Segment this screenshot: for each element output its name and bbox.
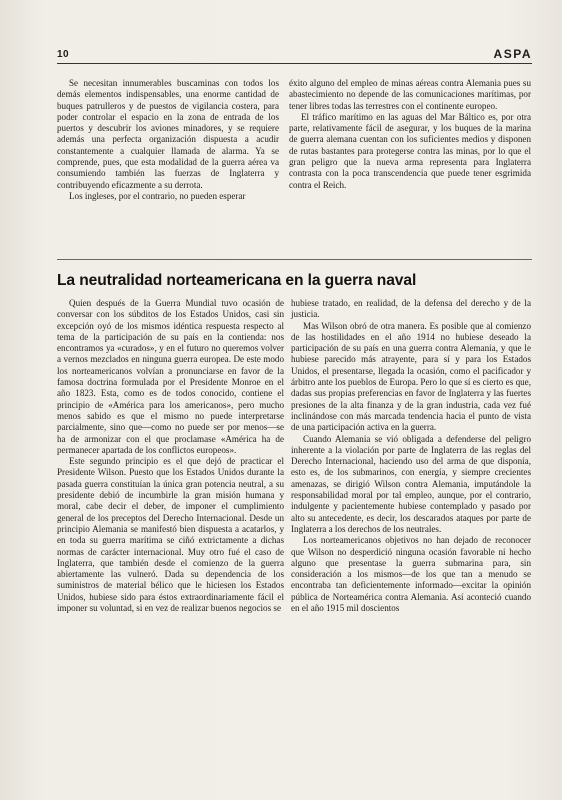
paragraph: éxito alguno del empleo de minas aéreas contra Alemania pues su abastecimiento no depende de las comunicaciones marítimas, por tener libres todas las terrestres con el continente europeo. xyxy=(289,78,531,111)
paragraph: Los norteamericanos objetivos no han dejado de reconocer que Wilson no desperdició ninguna ocasión favorable ni hecho alguno que presentase la guerra submarina para, sin consideración a los mismos—de los que tan a menudo se encontraba tan deficientemente informado—excitar la opinión pública de Norteamérica contra Alemania. Así aconteció cuando en el año 1915 mil doscientos xyxy=(291,535,531,614)
section-divider xyxy=(57,259,532,260)
article-right-column xyxy=(291,298,531,614)
paragraph: Cuando Alemania se vió obligada a defenderse del peligro inherente a la violación por parte de Inglaterra de las reglas del Derecho Internacional, haciendo uso del arma de que disponía, esto es, de los submarinos, con energía, y siempre crecientes amenazas, se dirigió Wilson contra Alemania, imputándole la responsabilidad moral por tal empleo, aunque, por el contrario, indulgente y pacientemente hubiese contemplado y pasado por alto su antecedente, es decir, los descarados ataques por parte de Inglaterra a los derechos de los neutrales. xyxy=(291,433,531,534)
paragraph: Este segundo principio es el que dejó de practicar el Presidente Wilson. Puesto que los Estados Unidos durante la pasada guerra constituían la única gran potencia neutral, a su presidente debió de incumbirle la gran misión humana y moral, cabe decir el deber, de imponer el cumplimiento general de los preceptos del Derecho Internacional. Desde un principio Alemania se manifestó bien dispuesta a acatarlos, y en toda su guerra marítima se ciñó extrictamente a dichas normas de carácter internacional. Muy otro fué el caso de Inglaterra, que también desde el comienzo de la guerra abiertamente las vulneró. Dada su dependencia de los suministros de material bélico que le hiciesen los Estados Unidos, hubiese sido para éstos extraordinariamente fácil el imponer su voluntad, si en vez de realizar buenos negocios se xyxy=(57,456,284,614)
page-header xyxy=(57,47,532,64)
paragraph: El tráfico marítimo en las aguas del Mar Báltico es, por otra parte, relativamente fácil de asegurar, y los buques de la marina de guerra alemana cuentan con los suficientes medios y disponen de rutas bastantes para protegerse contra las minas, por lo que el gran peligro que la nueva arma representa para Inglaterra contrasta con la poca transcendencia que puede tener esgrimida contra el Reich. xyxy=(289,111,531,190)
top-left-column xyxy=(57,78,279,202)
paragraph: Se necesitan innumerables buscaminas con todos los demás elementos indispensables, una enorme cantidad de buques patrulleros y de puestos de vigilancia costera, para poder controlar el espacio en la zona de entrada de los puertos y descubrir los aviones minadores, y se requiere además una perfecta organización dispuesta a acudir constantemente a cualquier llamada de alarma. Ya se comprende, pues, que esta modalidad de la guerra aérea va consumiendo también las fuerzas de Inglaterra y contribuyendo eficazmente a su derrota. xyxy=(57,78,279,190)
paragraph: Mas Wilson obró de otra manera. Es posible que al comienzo de las hostilidades en el año 1914 no hubiese deseado la participación de su país en una guerra contra Alemania, y que le hubiese parecido más atrayente, para sí y para los Estados Unidos, el presentarse, llegada la ocasión, como el pacificador y árbitro ante los pueblos de Europa. Pero lo que sí es cierto es que, dadas sus propias preferencias en favor de Inglaterra y las fuertes presiones de la alta finanza y de la gran industria, cada vez fué inclinándose con más marcada tendencia hacia el punto de vista de una participación activa en la guerra. xyxy=(291,320,531,433)
paragraph: Quien después de la Guerra Mundial tuvo ocasión de conversar con los súbditos de los Estados Unidos, casi sin excepción oyó de los mismos idéntica respuesta respecto al tema de la participación de su país en la contienda: nos encontramos ya «curados», y en el futuro no queremos volver a vernos mezclados en ninguna guerra europea. De este modo los norteamericanos volvían a pronunciarse en favor de la famosa doctrina formulada por el Presidente Monroe en el año 1823. Esta, como es de todos conocido, contiene el principio de «América para los americanos», pero mucho menos sabido es que el mismo no puede interpretarse parcialmente, sino que—como no puede ser por menos—se ha de armonizar con el que proclamase «América ha de permanecer apartada de los conflictos europeos». xyxy=(57,298,284,455)
paragraph: hubiese tratado, en realidad, de la defensa del derecho y de la justicia. xyxy=(291,298,531,320)
top-right-column xyxy=(289,78,531,191)
paragraph: Los ingleses, por el contrario, no pueden esperar xyxy=(69,190,246,201)
page-number: 10 xyxy=(57,49,70,60)
magazine-title: ASPA xyxy=(493,47,532,61)
article-title: La neutralidad norteamericana en la guerra naval xyxy=(57,272,417,289)
article-left-column xyxy=(57,298,284,614)
